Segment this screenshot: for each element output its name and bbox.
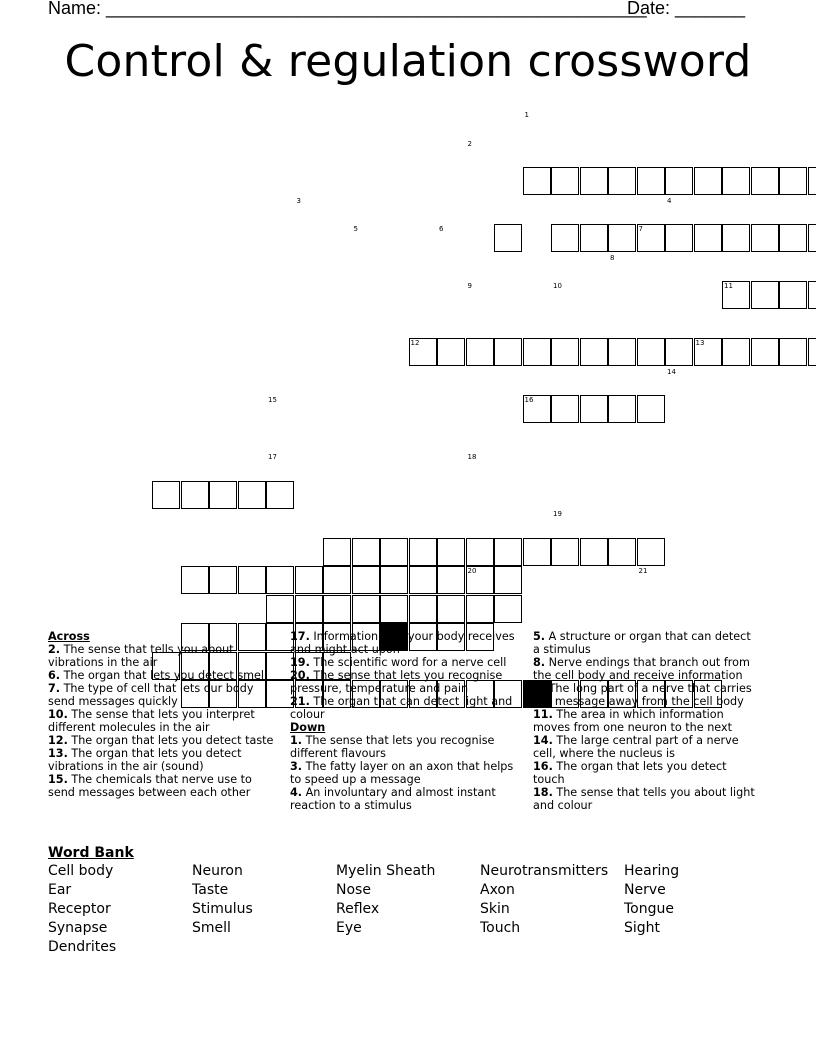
grid-cell[interactable] xyxy=(494,538,522,566)
clue-label: 15. xyxy=(48,773,68,786)
clue-label: 18. xyxy=(533,786,553,799)
clue-text: The organ that lets you detect smell xyxy=(60,669,268,682)
clue-text: The sense that lets you interpret different molecules in the air xyxy=(48,708,255,734)
clue-text: The organ that lets you detect touch xyxy=(533,760,727,786)
grid-cell[interactable] xyxy=(238,566,266,594)
clue-label: 4. xyxy=(290,786,303,799)
grid-cell[interactable] xyxy=(808,281,816,309)
grid-cell[interactable] xyxy=(352,538,380,566)
clue xyxy=(48,643,280,669)
clue-number: 21 xyxy=(638,567,648,575)
clue-number: 13 xyxy=(695,339,705,347)
clue xyxy=(533,656,761,682)
grid-cell[interactable] xyxy=(466,538,494,566)
clue-number: 1 xyxy=(524,111,529,119)
clue-text: The long part of a nerve that carries the message away from the cell body xyxy=(533,682,752,708)
clue xyxy=(48,734,280,747)
grid-cell[interactable] xyxy=(323,538,351,566)
clue-text: The sense that lets you recognise pressure, temperature and pain xyxy=(290,669,503,695)
clue-text: The fatty layer on an axon that helps to speed up a message xyxy=(290,760,514,786)
grid-cell[interactable] xyxy=(580,395,608,423)
across-heading: Across xyxy=(48,630,90,643)
clue-number: 17 xyxy=(268,453,277,461)
clue xyxy=(290,786,522,812)
word-bank-item: Skin xyxy=(480,901,510,917)
grid-cell[interactable] xyxy=(580,167,608,195)
word-bank-title: Word Bank xyxy=(48,845,134,861)
grid-cell[interactable] xyxy=(466,338,494,366)
grid-cell[interactable] xyxy=(722,224,750,252)
grid-cell[interactable] xyxy=(181,566,209,594)
grid-cell[interactable] xyxy=(637,538,665,566)
grid-cell[interactable] xyxy=(722,338,750,366)
word-bank-item: Neurotransmitters xyxy=(480,863,609,879)
grid-cell[interactable] xyxy=(266,595,294,623)
down-heading: Down xyxy=(290,721,326,734)
clue-number: 16 xyxy=(524,396,534,404)
grid-cell[interactable] xyxy=(152,481,180,509)
clue xyxy=(290,656,522,669)
clue xyxy=(533,734,761,760)
clue xyxy=(533,630,761,656)
clue-text: The organ that lets you detect vibrations in the air (sound) xyxy=(48,747,242,773)
clue-number: 7 xyxy=(638,225,643,233)
grid-cell[interactable] xyxy=(751,167,779,195)
clue xyxy=(533,760,761,786)
clue-number: 8 xyxy=(610,253,615,262)
clue xyxy=(48,669,280,682)
grid-cell[interactable] xyxy=(494,595,522,623)
grid-cell[interactable] xyxy=(551,167,579,195)
clue-number: 5 xyxy=(353,225,358,233)
grid-cell[interactable] xyxy=(751,224,779,252)
word-bank-item: Reflex xyxy=(336,901,380,917)
grid-cell[interactable] xyxy=(523,338,551,366)
grid-cell[interactable] xyxy=(409,595,437,623)
grid-cell[interactable] xyxy=(295,566,323,594)
clues-column-2 xyxy=(290,630,522,812)
clue-label: 3. xyxy=(290,760,303,773)
word-bank-item: Nerve xyxy=(624,882,666,898)
clue-text: The sense that tells you about light and colour xyxy=(533,786,755,812)
grid-cell[interactable] xyxy=(608,167,636,195)
grid-cell[interactable] xyxy=(665,338,693,366)
word-bank-item: Tongue xyxy=(624,901,674,917)
grid-cell[interactable] xyxy=(551,538,579,566)
clue xyxy=(48,747,280,773)
clue-label: 12. xyxy=(48,734,68,747)
grid-cell[interactable] xyxy=(551,224,579,252)
grid-cell[interactable] xyxy=(808,338,816,366)
clue-label: 6. xyxy=(48,669,61,682)
grid-cell[interactable] xyxy=(466,595,494,623)
clue-number: 4 xyxy=(667,196,672,205)
clue-label: 2. xyxy=(48,643,61,656)
word-bank-item: Hearing xyxy=(624,863,680,879)
clue-number: 14 xyxy=(667,367,676,376)
clue xyxy=(290,630,522,656)
grid-cell[interactable] xyxy=(608,395,636,423)
grid-cell[interactable] xyxy=(808,224,816,252)
grid-cell[interactable] xyxy=(380,538,408,566)
clue-text: The sense that lets you recognise different flavours xyxy=(290,734,495,760)
clue-text: Nerve endings that branch out from the cell body and receive information xyxy=(533,656,750,682)
clue-label: 17. xyxy=(290,630,310,643)
word-bank-item: Neuron xyxy=(192,863,243,879)
grid-cell[interactable] xyxy=(181,481,209,509)
clue-text: The area in which information moves from one neuron to the next xyxy=(533,708,732,734)
word-bank-item: Nose xyxy=(336,882,371,898)
clue-text: A structure or organ that can detect a stimulus xyxy=(533,630,751,656)
clue-text: The organ that lets you detect taste xyxy=(67,734,274,747)
grid-cell[interactable] xyxy=(580,538,608,566)
grid-cell[interactable] xyxy=(209,566,237,594)
grid-cell[interactable] xyxy=(494,224,522,252)
clue-number: 20 xyxy=(467,567,477,575)
word-bank-item: Eye xyxy=(336,920,362,936)
grid-cell[interactable] xyxy=(380,595,408,623)
grid-cell[interactable] xyxy=(352,595,380,623)
clue-label: 9. xyxy=(533,682,546,695)
clue-label: 7. xyxy=(48,682,61,695)
word-bank-item: Synapse xyxy=(48,920,108,936)
clue xyxy=(48,773,280,799)
clue-number: 15 xyxy=(268,396,277,404)
word-bank-item: Cell body xyxy=(48,863,114,879)
clue xyxy=(48,708,280,734)
grid-cell[interactable] xyxy=(551,338,579,366)
word-bank-item: Axon xyxy=(480,882,515,898)
grid-cell[interactable] xyxy=(694,224,722,252)
clue-label: 13. xyxy=(48,747,68,760)
grid-cell[interactable] xyxy=(751,281,779,309)
grid-cell[interactable] xyxy=(352,566,380,594)
clue-text: An involuntary and almost instant reaction to a stimulus xyxy=(290,786,496,812)
word-bank-item: Dendrites xyxy=(48,939,117,955)
word-bank-item: Ear xyxy=(48,882,72,898)
grid-cell[interactable] xyxy=(608,338,636,366)
clue-text: The sense that tells you about vibrations in the air xyxy=(48,643,234,669)
grid-cell[interactable] xyxy=(551,395,579,423)
clue-text: The scientific word for a nerve cell xyxy=(309,656,507,669)
grid-cell[interactable] xyxy=(580,338,608,366)
date-field-label: Date: _______ xyxy=(627,0,746,18)
clue-number: 2 xyxy=(467,139,472,148)
grid-cell[interactable] xyxy=(295,595,323,623)
word-bank-item: Myelin Sheath xyxy=(336,863,436,879)
clue-label: 16. xyxy=(533,760,553,773)
clue-label: 1. xyxy=(290,734,303,747)
page-title: Control & regulation crossword xyxy=(64,36,752,87)
grid-cell[interactable] xyxy=(779,338,807,366)
grid-cell[interactable] xyxy=(751,338,779,366)
grid-cell[interactable] xyxy=(637,338,665,366)
grid-cell[interactable] xyxy=(580,224,608,252)
grid-cell[interactable] xyxy=(266,566,294,594)
grid-cell[interactable] xyxy=(323,566,351,594)
clue-number: 12 xyxy=(410,339,420,347)
grid-cell[interactable] xyxy=(808,167,816,195)
clue-number: 6 xyxy=(439,225,444,233)
word-bank-item: Receptor xyxy=(48,901,111,917)
grid-cell[interactable] xyxy=(494,566,522,594)
grid-cell[interactable] xyxy=(637,167,665,195)
word-bank-item: Sight xyxy=(624,920,661,936)
grid-cell[interactable] xyxy=(266,481,294,509)
clue-label: 19. xyxy=(290,656,310,669)
clues-column-1 xyxy=(48,630,280,799)
clue-label: 11. xyxy=(533,708,553,721)
grid-cell[interactable] xyxy=(437,338,465,366)
clue xyxy=(290,760,522,786)
clue-label: 20. xyxy=(290,669,310,682)
grid-cell[interactable] xyxy=(523,167,551,195)
word-bank-item: Taste xyxy=(192,882,229,898)
clue-label: 10. xyxy=(48,708,68,721)
clue-text: Information that your body receives and might act upon xyxy=(290,630,515,656)
grid-cell[interactable] xyxy=(722,167,750,195)
grid-cell[interactable] xyxy=(437,595,465,623)
clue-label: 14. xyxy=(533,734,553,747)
grid-cell[interactable] xyxy=(694,167,722,195)
clue-number: 9 xyxy=(467,282,472,290)
clues-column-3 xyxy=(533,630,761,812)
name-field-label: Name: ______________________________________________________ xyxy=(48,0,647,18)
grid-cell[interactable] xyxy=(523,538,551,566)
clue-text: The chemicals that nerve use to send messages between each other xyxy=(48,773,252,799)
clue xyxy=(533,786,761,812)
clue-number: 18 xyxy=(467,453,477,461)
clue-number: 10 xyxy=(553,282,562,290)
grid-cell[interactable] xyxy=(608,538,636,566)
grid-cell[interactable] xyxy=(323,595,351,623)
grid-cell[interactable] xyxy=(779,167,807,195)
clue-number: 3 xyxy=(296,196,301,205)
clue-label: 5. xyxy=(533,630,546,643)
word-bank-item: Smell xyxy=(192,920,231,936)
grid-cell[interactable] xyxy=(779,224,807,252)
grid-cell[interactable] xyxy=(209,481,237,509)
grid-cell[interactable] xyxy=(409,538,437,566)
clue-text: The organ that can detect light and colour xyxy=(290,695,513,721)
clue-text: The type of cell that lets our body send messages quickly xyxy=(48,682,254,708)
clue xyxy=(290,669,522,695)
word-bank-item: Stimulus xyxy=(192,901,253,917)
grid-cell[interactable] xyxy=(494,338,522,366)
clue xyxy=(290,734,522,760)
clue-label: 8. xyxy=(533,656,546,669)
grid-cell[interactable] xyxy=(238,481,266,509)
clue xyxy=(533,682,761,708)
grid-cell[interactable] xyxy=(608,224,636,252)
grid-cell[interactable] xyxy=(665,224,693,252)
clue-label: 21. xyxy=(290,695,310,708)
grid-cell[interactable] xyxy=(637,395,665,423)
clue xyxy=(48,682,280,708)
clue-text: The large central part of a nerve cell, where the nucleus is xyxy=(533,734,739,760)
grid-cell[interactable] xyxy=(437,566,465,594)
grid-cell[interactable] xyxy=(409,566,437,594)
grid-cell[interactable] xyxy=(779,281,807,309)
grid-cell[interactable] xyxy=(437,538,465,566)
clue xyxy=(533,708,761,734)
word-bank-item: Touch xyxy=(480,920,521,936)
grid-cell[interactable] xyxy=(380,566,408,594)
clue-number: 19 xyxy=(553,510,562,518)
grid-cell[interactable] xyxy=(665,167,693,195)
clue xyxy=(290,695,522,721)
clue-number: 11 xyxy=(724,282,733,290)
